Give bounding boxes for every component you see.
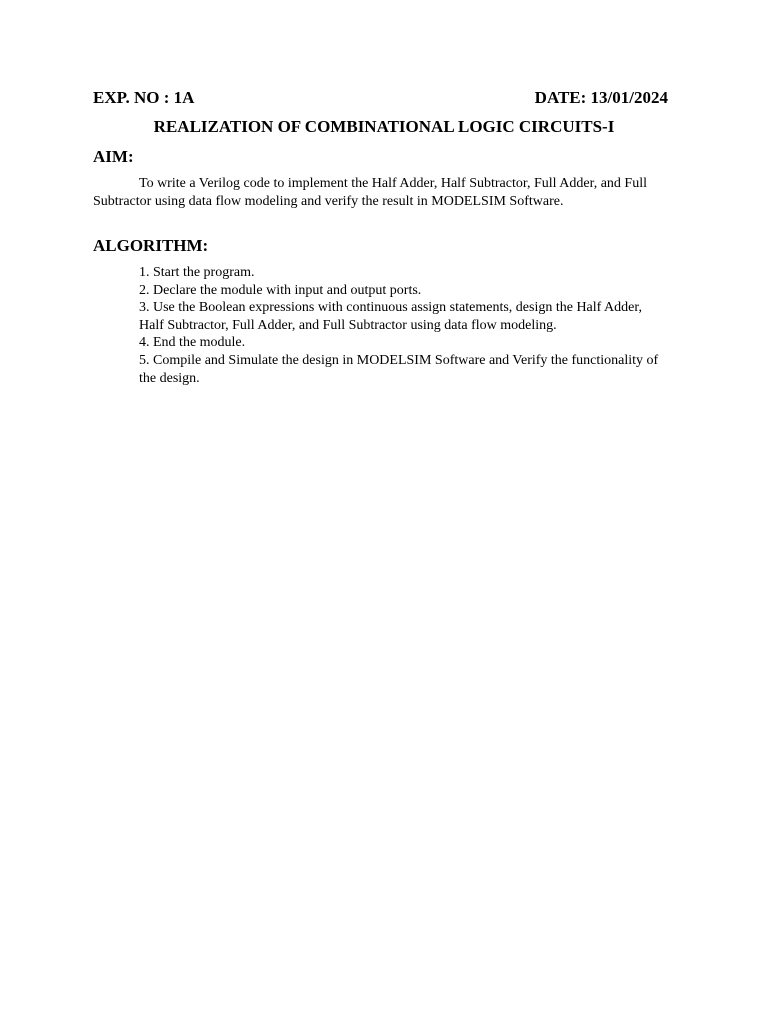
aim-text: To write a Verilog code to implement the Half Adder, Half Subtractor, Full Adder, and Full Subtractor using data flow modeling and verify the result in MODELSIM Software.: [93, 176, 647, 209]
document-title: REALIZATION OF COMBINATIONAL LOGIC CIRCUITS-I: [153, 117, 615, 136]
header-row: [93, 88, 668, 108]
algorithm-step: 4. End the module.: [139, 335, 246, 351]
experiment-number: EXP. NO : 1A: [93, 88, 195, 107]
algorithm-step: 3. Use the Boolean expressions with continuous assign statements, design the Half Adder, Half Subtractor, Full Adder, and Full Subtractor using data flow modeling.: [139, 300, 642, 333]
algorithm-step: 2. Declare the module with input and output ports.: [139, 282, 422, 298]
algorithm-step: 1. Start the program.: [139, 265, 255, 280]
experiment-date: DATE: 13/01/2024: [534, 88, 668, 107]
algorithm-step: 5. Compile and Simulate the design in MODELSIM Software and Verify the functionality of the design.: [139, 352, 659, 386]
algorithm-steps: [139, 264, 669, 387]
aim-heading: AIM:: [93, 147, 134, 166]
algorithm-heading: ALGORITHM:: [93, 236, 209, 255]
